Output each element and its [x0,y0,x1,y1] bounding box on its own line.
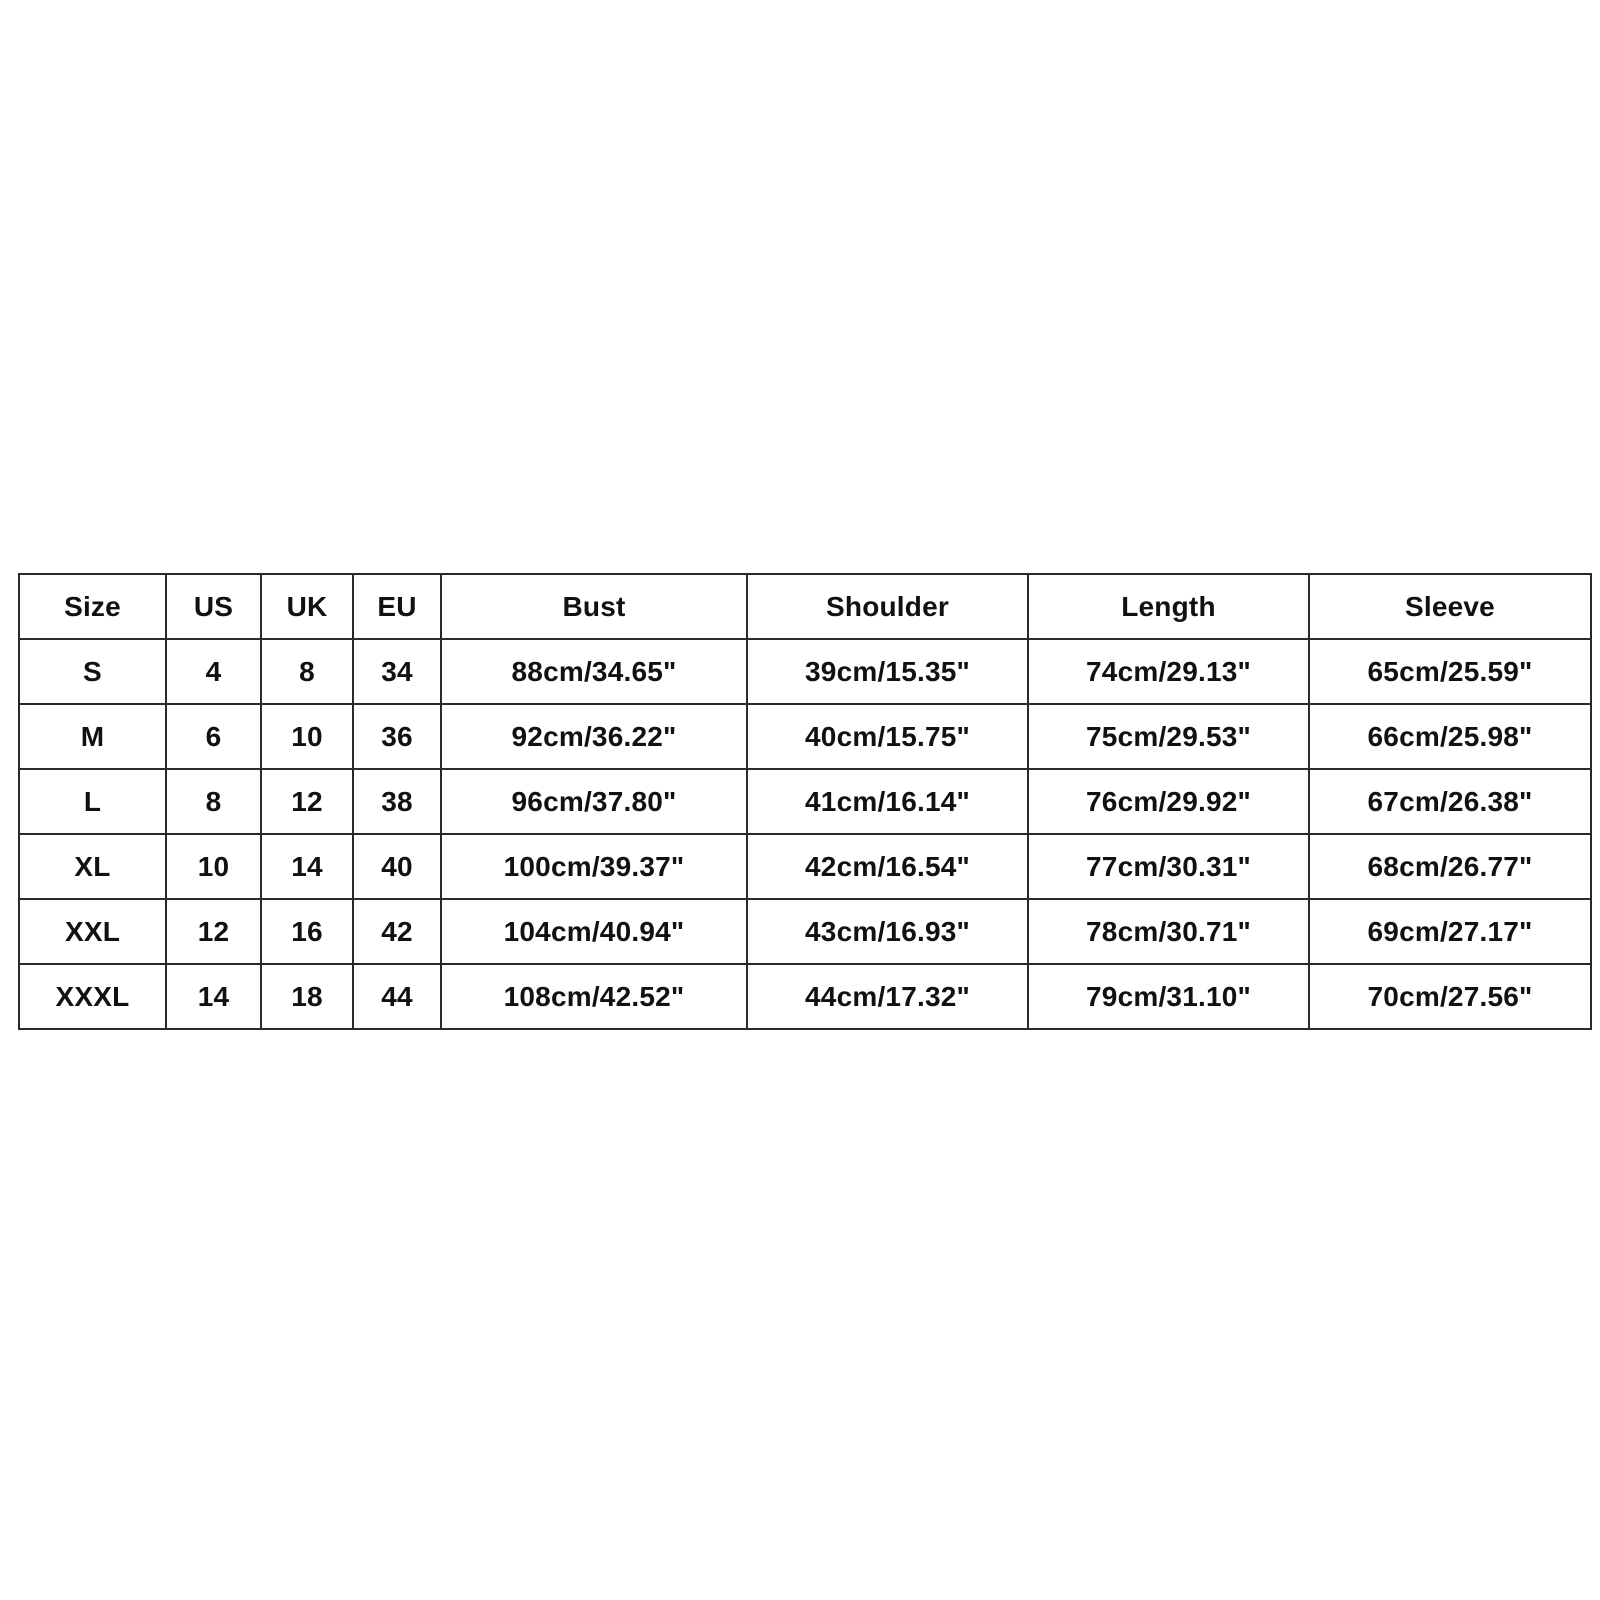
cell-size: L [19,769,166,834]
cell-us: 12 [166,899,261,964]
cell-size: XL [19,834,166,899]
cell-length: 79cm/31.10" [1028,964,1309,1029]
cell-size: XXL [19,899,166,964]
cell-eu: 40 [353,834,441,899]
cell-size: XXXL [19,964,166,1029]
header-sleeve: Sleeve [1309,574,1591,639]
header-uk: UK [261,574,353,639]
cell-uk: 8 [261,639,353,704]
cell-shoulder: 44cm/17.32" [747,964,1028,1029]
cell-eu: 44 [353,964,441,1029]
cell-bust: 108cm/42.52" [441,964,747,1029]
cell-us: 8 [166,769,261,834]
cell-bust: 100cm/39.37" [441,834,747,899]
table-row [19,899,1591,964]
cell-shoulder: 39cm/15.35" [747,639,1028,704]
cell-sleeve: 69cm/27.17" [1309,899,1591,964]
cell-size: S [19,639,166,704]
cell-eu: 34 [353,639,441,704]
header-length: Length [1028,574,1309,639]
cell-bust: 96cm/37.80" [441,769,747,834]
size-chart-table [18,573,1592,1030]
cell-us: 4 [166,639,261,704]
header-size: Size [19,574,166,639]
cell-length: 74cm/29.13" [1028,639,1309,704]
cell-eu: 36 [353,704,441,769]
cell-uk: 12 [261,769,353,834]
table-row [19,639,1591,704]
cell-sleeve: 70cm/27.56" [1309,964,1591,1029]
cell-bust: 104cm/40.94" [441,899,747,964]
table-header-row [19,574,1591,639]
cell-uk: 16 [261,899,353,964]
cell-shoulder: 40cm/15.75" [747,704,1028,769]
cell-uk: 14 [261,834,353,899]
cell-size: M [19,704,166,769]
cell-eu: 38 [353,769,441,834]
cell-shoulder: 43cm/16.93" [747,899,1028,964]
cell-uk: 10 [261,704,353,769]
cell-eu: 42 [353,899,441,964]
cell-length: 75cm/29.53" [1028,704,1309,769]
cell-sleeve: 68cm/26.77" [1309,834,1591,899]
table-row [19,964,1591,1029]
cell-sleeve: 66cm/25.98" [1309,704,1591,769]
cell-us: 6 [166,704,261,769]
cell-bust: 92cm/36.22" [441,704,747,769]
header-eu: EU [353,574,441,639]
cell-length: 77cm/30.31" [1028,834,1309,899]
table-row [19,769,1591,834]
cell-uk: 18 [261,964,353,1029]
cell-shoulder: 42cm/16.54" [747,834,1028,899]
cell-length: 76cm/29.92" [1028,769,1309,834]
cell-shoulder: 41cm/16.14" [747,769,1028,834]
cell-us: 10 [166,834,261,899]
cell-bust: 88cm/34.65" [441,639,747,704]
header-bust: Bust [441,574,747,639]
cell-sleeve: 67cm/26.38" [1309,769,1591,834]
cell-sleeve: 65cm/25.59" [1309,639,1591,704]
table-row [19,834,1591,899]
cell-us: 14 [166,964,261,1029]
header-shoulder: Shoulder [747,574,1028,639]
table-row [19,704,1591,769]
cell-length: 78cm/30.71" [1028,899,1309,964]
header-us: US [166,574,261,639]
